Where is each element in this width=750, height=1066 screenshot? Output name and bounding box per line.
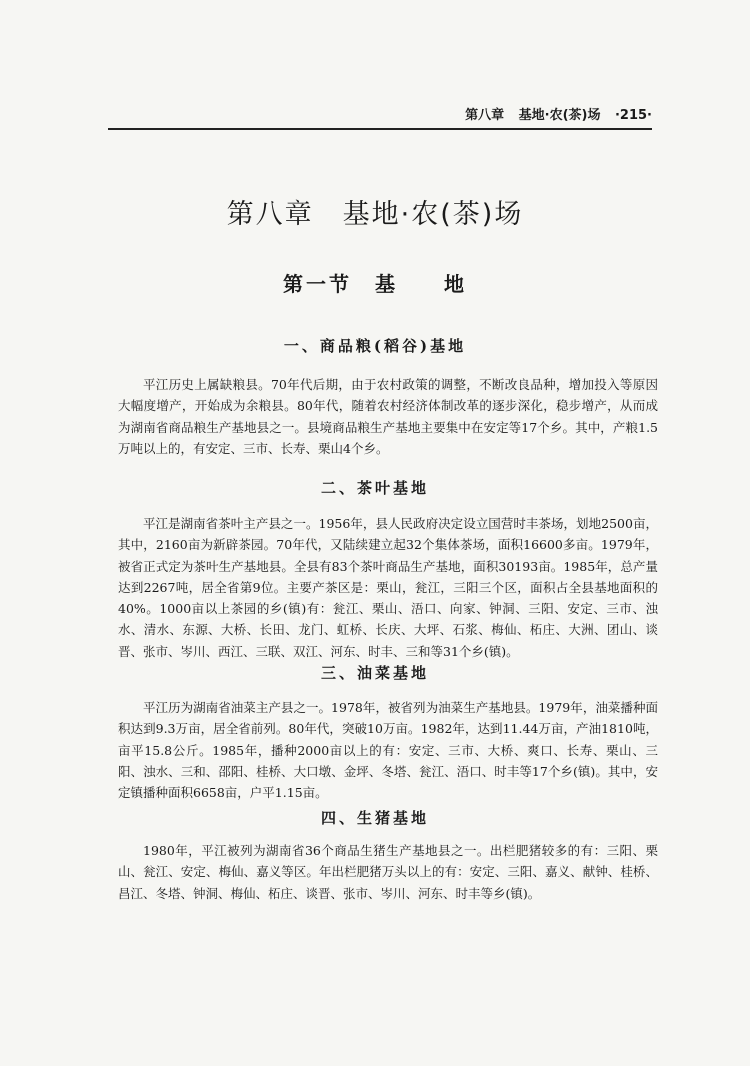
running-head-title: 基地·农(茶)场	[518, 108, 601, 123]
subsection-heading-grain: 一、商品粮(稻谷)基地	[283, 337, 467, 355]
paragraph-tea: 平江是湖南省茶叶主产县之一。1956年，县人民政府决定设立国营时丰茶场，划地2500亩，其中，2160亩为新辟茶园。70年代，又陆续建立起32个集体茶场，面积16600多亩。1979年，被省正式定为茶叶生产基地县。全县有83个茶叶商品生产基地，面积30193亩。1985年，总产量达到2267吨，居全省第9位。主要产茶区是：栗山，瓮江，三阳三个区，面积占全县基地面积的40%。1000亩以上茶园的乡(镇)有：瓮江、栗山、浯口、向家、钟洞、三阳、安定、三市、浊水、清水、东源、大桥、长田、龙门、虹桥、长庆、大坪、石浆、梅仙、柘庄、大洲、团山、谈晋、张市、岑川、西江、三联、双江、河东、时丰、三和等31个乡(镇)。	[118, 516, 658, 659]
paragraph-pig: 1980年，平江被列为湖南省36个商品生猪生产基地县之一。出栏肥猪较多的有：三阳、栗山、瓮江、安定、梅仙、嘉义等区。年出栏肥猪万头以上的有：安定、三阳、嘉义、献钟、桂桥、昌江、冬塔、钟洞、梅仙、柘庄、谈晋、张市、岑川、河东、时丰等乡(镇)。	[118, 843, 658, 901]
subsection-heading-rapeseed: 三、油菜基地	[320, 664, 429, 682]
running-head-chapter: 第八章	[465, 108, 505, 123]
paragraph-grain: 平江历史上属缺粮县。70年代后期，由于农村政策的调整，不断改良品种，增加投入等原因大幅度增产，开始成为余粮县。80年代，随着农村经济体制改革的逐步深化，稳步增产，从而成为湖南省商品粮生产基地县之一。县境商品粮生产基地主要集中在安定等17个乡。其中，产粮1.5万吨以上的，有安定、三市、长寿、栗山4个乡。	[118, 377, 658, 456]
subsection-heading-pig: 四、生猪基地	[320, 809, 429, 827]
paragraph-rapeseed: 平江历为湖南省油菜主产县之一。1978年，被省列为油菜生产基地县。1979年，油菜播种面积达到9.3万亩，居全省前列。80年代，突破10万亩。1982年，达到11.44万亩，产油1810吨，亩平15.8公斤。1985年，播种2000亩以上的有：安定、三市、大桥、爽口、长寿、栗山、三阳、浊水、三和、邵阳、桂桥、大口墩、金坪、冬塔、瓮江、浯口、时丰等17个乡(镇)。其中，安定镇播种面积6658亩，户平1.15亩。	[118, 700, 658, 801]
section-title: 第一节 基 地	[283, 272, 467, 296]
running-head	[108, 104, 652, 123]
header-rule	[108, 128, 652, 130]
page-number: ·215·	[614, 108, 652, 123]
chapter-title: 第八章 基地·农(茶)场	[226, 199, 524, 230]
subsection-heading-tea: 二、茶叶基地	[320, 479, 429, 497]
